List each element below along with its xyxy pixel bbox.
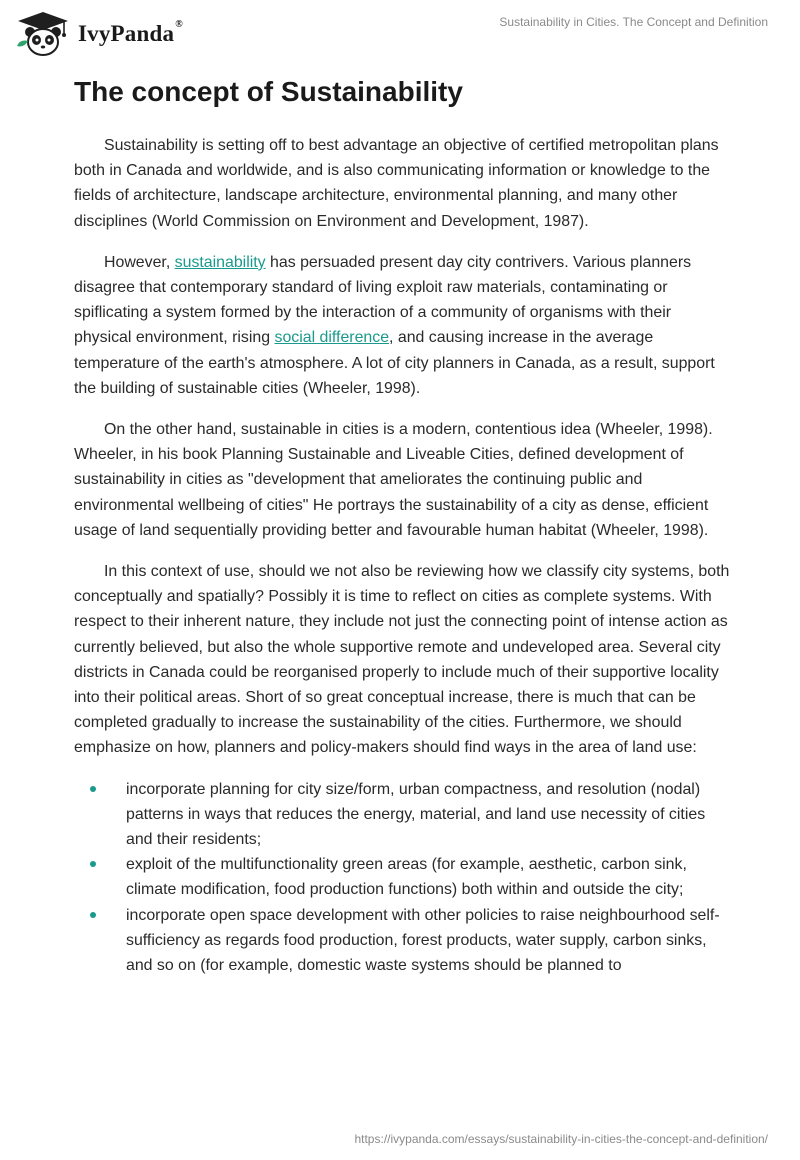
registered-mark: ® (175, 19, 183, 30)
paragraph-2: However, sustainability has persuaded present day city contrivers. Various planners disagree that contemporary standard of living exploit raw materials, contaminating or spiflicating a system formed by the interaction of a community of organisms with their physical environment, rising social difference, and causing increase in the average temperature of the earth's atmosphere. A lot of city planners in Canada, as a result, support the building of sustainable cities (Wheeler, 1998). (74, 253, 715, 397)
document-title: Sustainability in Cities. The Concept and Definition (499, 15, 768, 29)
paragraph-1: Sustainability is setting off to best advantage an objective of certified metropolitan plans both in Canada and worldwide, and is also communicating information or knowledge to the fields of architecture, landscape architecture, environmental planning, and many other disciplines (World Commission on Environment and Development, 1987). (74, 137, 719, 230)
list-item: incorporate planning for city size/form, urban compactness, and resolution (nodal) patterns in ways that reduces the energy, material, and land use necessity of cities and their residents; (126, 777, 730, 853)
brand-logo[interactable] (14, 10, 183, 58)
page-title: The concept of Sustainability (74, 76, 463, 107)
land-use-list (74, 777, 730, 979)
panda-graduate-icon (14, 10, 72, 58)
footer-url[interactable]: https://ivypanda.com/essays/sustainability-in-cities-the-concept-and-definition/ (354, 1132, 768, 1146)
paragraph-3: On the other hand, sustainable in cities is a modern, contentious idea (Wheeler, 1998). Wheeler, in his book Planning Sustainable and Liveable Cities, defined development of sustainability in cities as "development that ameliorates the continuing public and environmental wellbeing of cities" He portrays the sustainability of a city as dense, efficient usage of land sequentially providing better and favourable human habitat (Wheeler, 1998). (74, 421, 713, 539)
link-sustainability[interactable]: sustainability (174, 253, 266, 271)
article-body (74, 133, 730, 978)
list-item: incorporate open space development with other policies to raise neighbourhood self-sufficiency as regards food production, forest products, water supply, carbon sinks, and so on (for example, domestic waste systems should be planned to (126, 903, 730, 979)
brand-name: IvyPanda® (78, 19, 183, 46)
link-social-difference[interactable]: social difference (274, 329, 390, 347)
paragraph-4: In this context of use, should we not also be reviewing how we classify city systems, both conceptually and spatially? Possibly it is time to reflect on cities as complete systems. With respect to their inherent nature, they include not just the connecting point of intense action as currently believed, but also the whole supportive remote and undeveloped area. Several city districts in Canada could be reorganised properly to include much of their supportive locality into their political areas. Short of so great conceptual increase, there is much that can be completed gradually to increase the sustainability of the cities. Furthermore, we should emphasize on how, planners and policy-makers should find ways in the area of land use: (74, 563, 730, 757)
list-item: exploit of the multifunctionality green areas (for example, aesthetic, carbon sink, climate modification, food production functions) both within and outside the city; (126, 852, 730, 902)
